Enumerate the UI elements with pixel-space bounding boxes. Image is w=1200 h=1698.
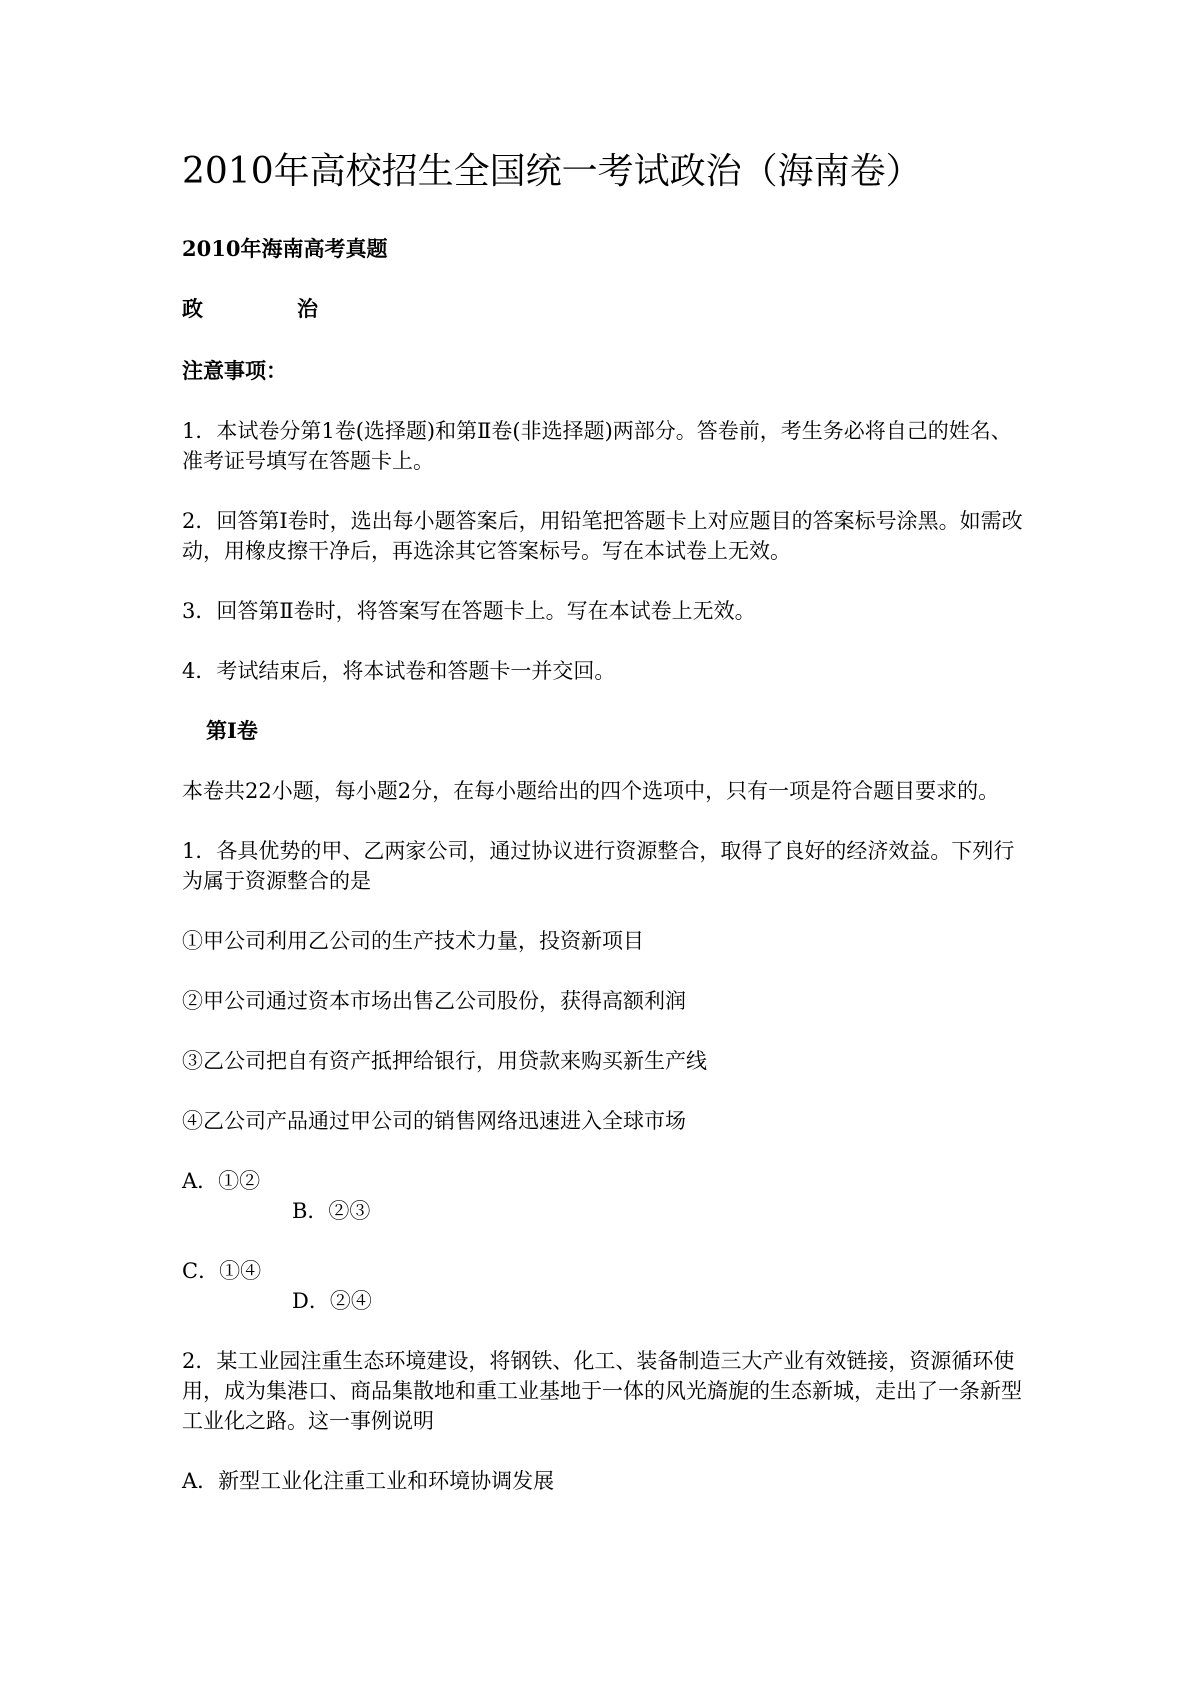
question-1-stem: 1．各具优势的甲、乙两家公司，通过协议进行资源整合，取得了良好的经济效益。下列行为属于资源整合的是 <box>182 839 1015 893</box>
document-content <box>182 148 1032 1496</box>
section-title: 第Ⅰ卷 <box>206 718 258 743</box>
notice-item-4: 4．考试结束后，将本试卷和答题卡一并交回。 <box>182 659 616 683</box>
document-subtitle: 2010年海南高考真题 <box>182 236 388 261</box>
question-1-option-b: B．②③ <box>292 1199 371 1223</box>
subject-heading <box>182 294 1032 324</box>
notice-item-3: 3．回答第Ⅱ卷时，将答案写在答题卡上。写在本试卷上无效。 <box>182 599 756 623</box>
notice-item-1: 1．本试卷分第1卷(选择题)和第Ⅱ卷(非选择题)两部分。答卷前，考生务必将自己的姓名、准考证号填写在答题卡上。 <box>182 419 1012 473</box>
section-intro: 本卷共22小题，每小题2分，在每小题给出的四个选项中，只有一项是符合题目要求的。 <box>182 779 1000 803</box>
page-title: 2010年高校招生全国统一考试政治（海南卷） <box>182 151 922 192</box>
question-1-option-d: D．②④ <box>292 1289 372 1313</box>
question-1-option-c: C．①④ <box>182 1259 262 1283</box>
question-1-option-a: A．①② <box>182 1169 261 1193</box>
question-1-item-1: ①甲公司利用乙公司的生产技术力量，投资新项目 <box>182 929 644 953</box>
question-1-item-2: ②甲公司通过资本市场出售乙公司股份，获得高额利润 <box>182 989 686 1013</box>
question-1-item-3: ③乙公司把自有资产抵押给银行，用贷款来购买新生产线 <box>182 1049 707 1073</box>
notice-item-2: 2．回答第Ⅰ卷时，选出每小题答案后，用铅笔把答题卡上对应题目的答案标号涂黑。如需改动，用橡皮擦干净后，再选涂其它答案标号。写在本试卷上无效。 <box>182 509 1023 563</box>
subject-char-1: 政 <box>182 296 203 321</box>
notice-heading: 注意事项： <box>182 358 287 383</box>
question-2-option-a: A．新型工业化注重工业和环境协调发展 <box>182 1469 555 1493</box>
question-2-stem: 2．某工业园注重生态环境建设，将钢铁、化工、装备制造三大产业有效链接，资源循环使用，成为集港口、商品集散地和重工业基地于一体的风光旖旎的生态新城，走出了一条新型工业化之路。这一事例说明 <box>182 1349 1022 1433</box>
question-1-item-4: ④乙公司产品通过甲公司的销售网络迅速进入全球市场 <box>182 1109 686 1133</box>
subject-char-2: 治 <box>297 296 318 321</box>
